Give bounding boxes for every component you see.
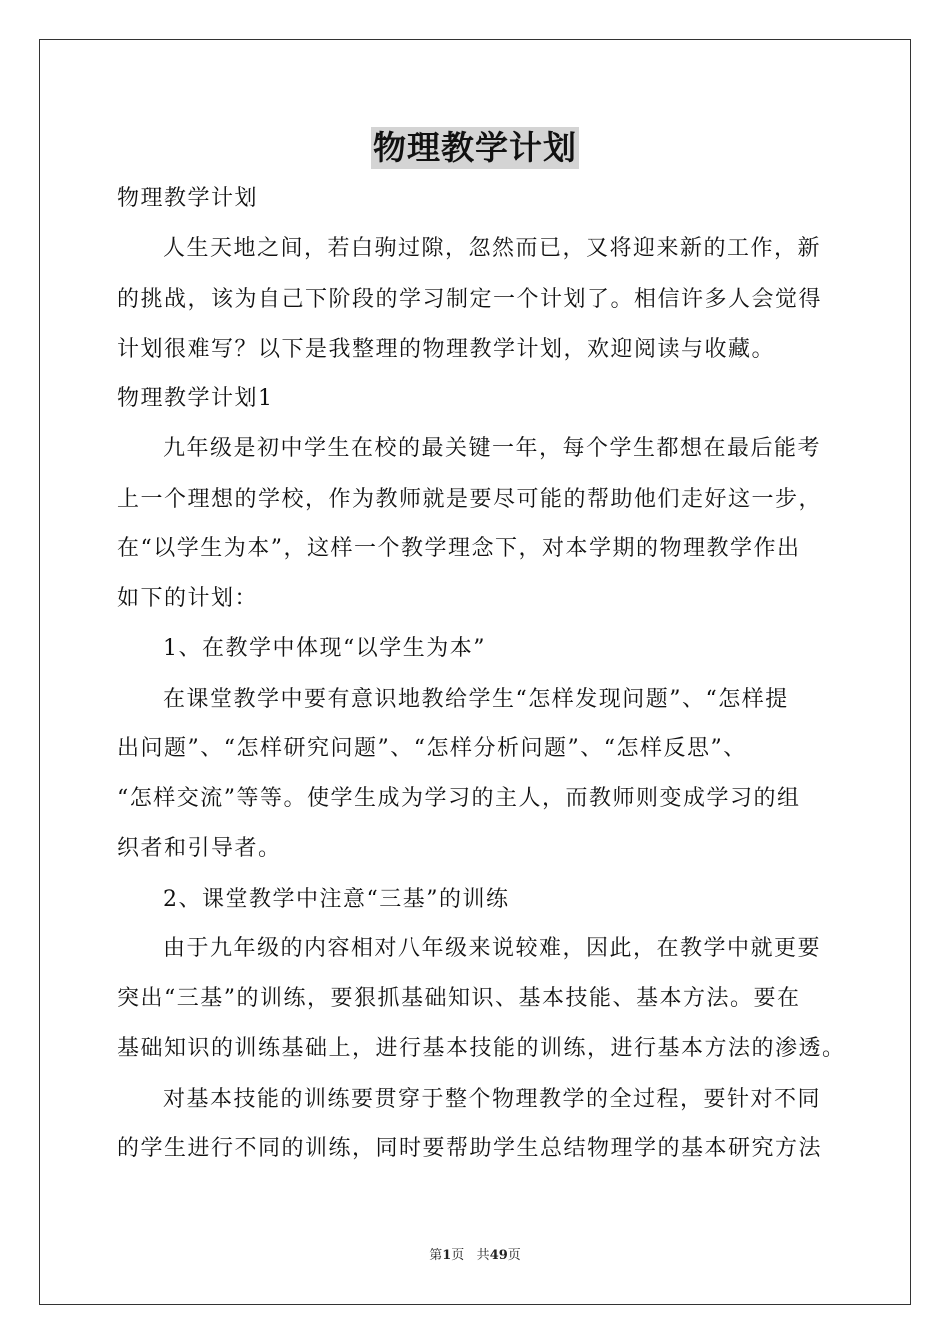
paragraph-line: 的学生进行不同的训练，同时要帮助学生总结物理学的基本研究方法 — [117, 1136, 823, 1161]
page-border — [39, 39, 911, 1305]
total-pages: 49 — [489, 1248, 508, 1263]
list-heading: 1、在教学中体现“以学生为本” — [163, 636, 486, 661]
paragraph-line: 对基本技能的训练要贯穿于整个物理教学的全过程，要针对不同 — [163, 1087, 822, 1112]
paragraph-line: 计划很难写？以下是我整理的物理教学计划，欢迎阅读与收藏。 — [117, 337, 776, 362]
total-unit: 页 — [507, 1248, 521, 1263]
paragraph-line: 九年级是初中学生在校的最关键一年，每个学生都想在最后能考 — [163, 436, 822, 461]
paragraph-line: 的挑战，该为自己下阶段的学习制定一个计划了。相信许多人会觉得 — [117, 287, 823, 312]
paragraph-line: 在课堂教学中要有意识地教给学生“怎样发现问题”、“怎样提 — [163, 687, 789, 712]
paragraph-line: 基础知识的训练基础上，进行基本技能的训练，进行基本方法的渗透。 — [117, 1036, 846, 1061]
paragraph-line: 如下的计划： — [117, 586, 259, 611]
paragraph-line: 上一个理想的学校，作为教师就是要尽可能的帮助他们走好这一步， — [117, 487, 823, 512]
section-heading: 物理教学计划1 — [117, 386, 274, 411]
page-number: 1 — [442, 1248, 452, 1263]
paragraph-line: “怎样交流”等等。使学生成为学习的主人，而教师则变成学习的组 — [117, 786, 801, 811]
paragraph-line: 人生天地之间，若白驹过隙，忽然而已，又将迎来新的工作，新 — [163, 236, 822, 261]
paragraph-line: 织者和引导者。 — [117, 836, 282, 861]
paragraph-line: 由于九年级的内容相对八年级来说较难，因此，在教学中就更要 — [163, 936, 822, 961]
page-prefix: 第 — [429, 1248, 443, 1263]
doc-subtitle: 物理教学计划 — [117, 186, 259, 211]
paragraph-line: 在“以学生为本”，这样一个教学理念下，对本学期的物理教学作出 — [117, 536, 801, 561]
list-heading: 2、课堂教学中注意“三基”的训练 — [163, 887, 510, 912]
document-title: 物理教学计划 — [373, 128, 577, 167]
page-footer — [0, 1248, 950, 1264]
paragraph-line: 出问题”、“怎样研究问题”、“怎样分析问题”、“怎样反思”、 — [117, 736, 747, 761]
page-unit: 页 — [451, 1248, 465, 1263]
paragraph-line: 突出“三基”的训练，要狠抓基础知识、基本技能、基本方法。要在 — [117, 986, 801, 1011]
total-prefix: 共 — [476, 1248, 490, 1263]
title-container — [0, 127, 950, 169]
